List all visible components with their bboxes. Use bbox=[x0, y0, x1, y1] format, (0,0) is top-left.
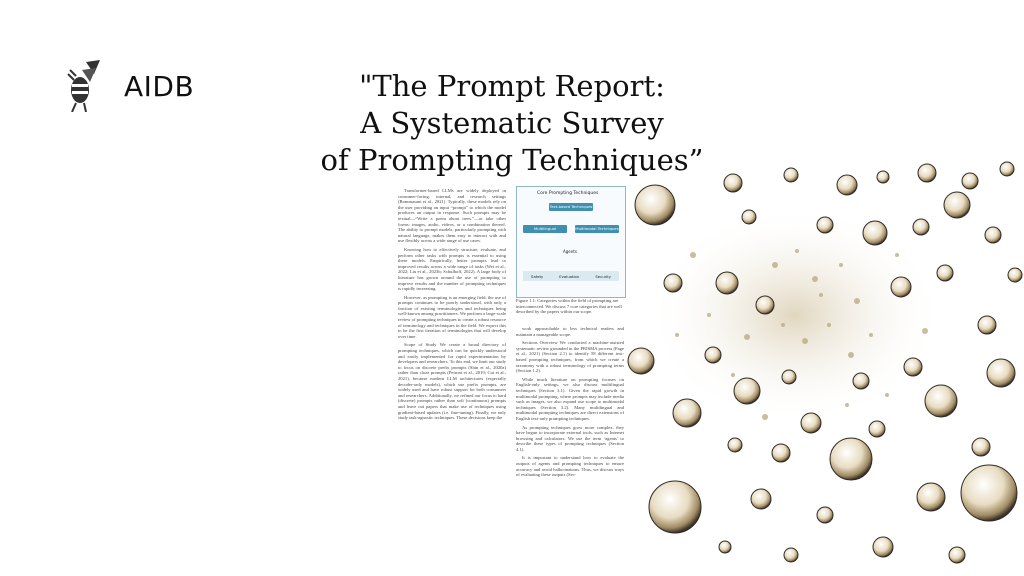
paragraph: As prompting techniques grow more complex, they have begun to incorporate external tools, such as Internet browsing and calculators. We use the term ‘agents’ to describe these types of prompting techniques (Section 4.1). bbox=[516, 424, 624, 452]
brand-name: AIDB bbox=[124, 69, 195, 103]
figure-eval-item: Evaluation bbox=[559, 273, 580, 279]
paragraph: Sections Overview We conducted a machine-assisted systematic review grounded in the PRISMA process (Page et al., 2021) (Section 2.1) to identify 58 different text-based prompting techniques, from which we create a taxonomy with a robust terminology of prompting terms (Section 1.2). bbox=[516, 340, 624, 374]
paragraph: Scope of Study We create a broad directory of prompting techniques, which can be quickly understood and easily implemented for rapid experimentation by developers and researchers. To this end, we limit our study to focus on discrete prefix prompts (Shin et al., 2020a) rather than cloze prompts (Petroni et al., 2019; Cui et al., 2021), because modern LLM architectures (especially decoder-only models), which use prefix prompts, are widely used and have robust support for both consumers and researchers. Additionally, we refined our focus to hard (discrete) prompts rather than soft (continuous) prompts and leave out papers that make use of techniques using gradient-based updates (i.e. fine-tuning). Finally, we only study task-agnostic techniques. These decisions keep the bbox=[398, 342, 506, 421]
bubble-cluster-illustration bbox=[615, 155, 1024, 576]
title-line-3: of Prompting Techniques” bbox=[320, 143, 704, 177]
figure-box: Text-based Techniques bbox=[549, 204, 593, 209]
figure-eval-row bbox=[523, 271, 619, 281]
figure-box: Multilingual Techniques bbox=[523, 225, 567, 233]
figure-title: Core Prompting Techniques bbox=[537, 191, 599, 196]
brand bbox=[66, 60, 194, 112]
title-line-1: "The Prompt Report: bbox=[359, 69, 665, 103]
bee-icon bbox=[66, 60, 104, 112]
paper-right-column bbox=[516, 326, 624, 481]
paragraph: However, as prompting is an emerging field, the use of prompts continues to be poorly understood, with only a fraction of existing terminologies and techniques being well-known among practitioners. We perform a large-scale review of prompting techniques to create a robust resource of terminology and techniques in the field. We expect this to be the first iteration of terminologies that will develop over time. bbox=[398, 294, 507, 339]
figure-1-1 bbox=[516, 186, 626, 298]
title-line-2: A Systematic Survey bbox=[360, 106, 664, 140]
figure-agents-label: Agents bbox=[563, 249, 577, 254]
figure-eval-item: Security bbox=[595, 273, 611, 279]
paper-excerpt bbox=[392, 182, 628, 534]
paper-left-column bbox=[398, 188, 506, 424]
figure-eval-item: Safety bbox=[531, 273, 544, 279]
figure-box: Multimodal Techniques bbox=[575, 226, 619, 231]
paragraph: It is important to understand how to evaluate the outputs of agents and prompting techniques to ensure accuracy and avoid hallucinations. Thus, we discuss ways of evaluating these outputs (Sec- bbox=[516, 455, 624, 478]
figure-caption: Figure 1.1: Categories within the field of prompting are interconnected. We discuss 7 core categories that are well described by the papers within our scope. bbox=[516, 298, 622, 315]
paragraph: Knowing how to effectively structure, evaluate, and perform other tasks with prompts is essential to using these models. Empirically, better prompts lead to improved results across a wide range of tasks (Wei et al., 2022; Liu et al., 2023b; Schulhoff, 2022). A large body of literature has grown around the use of prompting to improve results and the number of prompting techniques is rapidly increasing. bbox=[398, 246, 506, 292]
paragraph: Transformer-based LLMs are widely deployed in consumer-facing, internal, and research settings (Bommasani et al., 2021). Typically, these models rely on the user providing an input “prompt” to which the model produces an output in response. Such prompts may be textual—“Write a poem about trees.”—or take other forms: images, audio, videos, or a combination thereof. The ability to prompt models, particularly prompting with natural language, makes them easy to interact with and use flexibly across a wide range of use cases. bbox=[398, 188, 506, 244]
paragraph: While much literature on prompting focuses on English-only settings, we also discuss multilingual techniques (Section 3.1). Given the rapid growth in multimodal prompting, where prompts may include media such as images, we also expand our scope to multimodal techniques (Section 3.2). Many multilingual and multimodal prompting techniques are direct extensions of English text-only prompting techniques. bbox=[516, 376, 624, 421]
paragraph: work approachable to less technical readers and maintain a manageable scope. bbox=[516, 326, 624, 337]
